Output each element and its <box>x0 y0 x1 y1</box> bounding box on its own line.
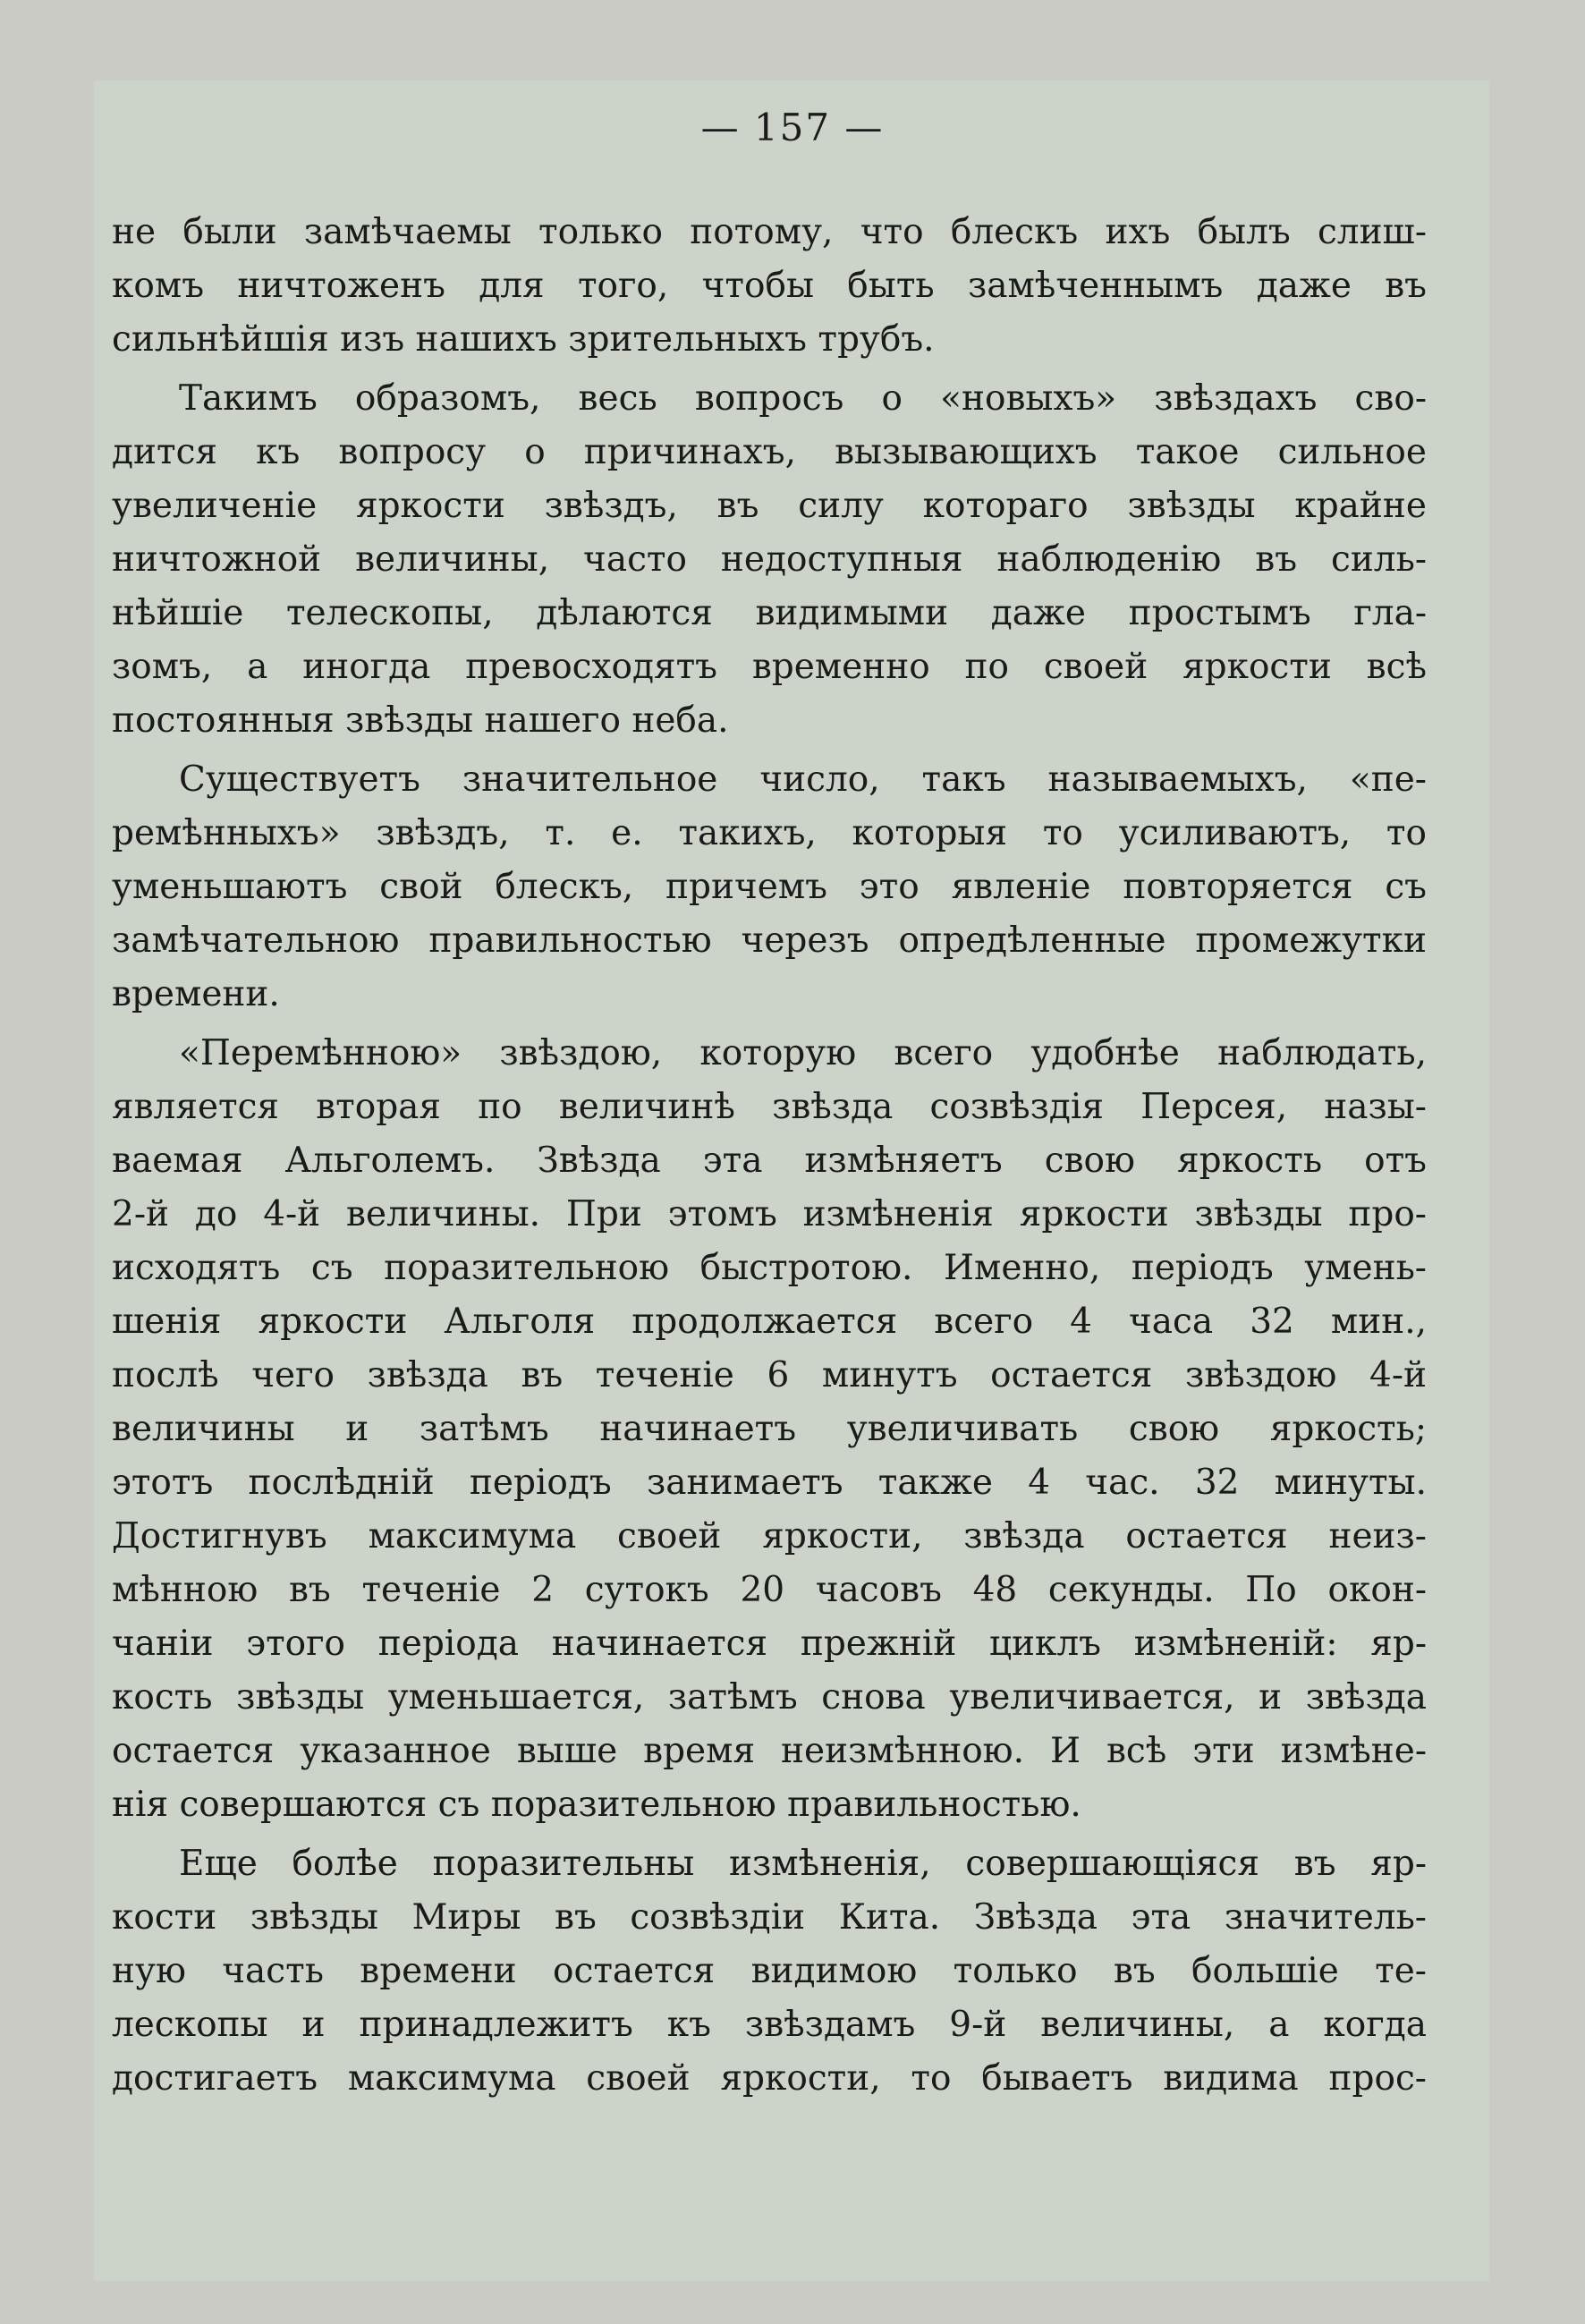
text-line: 2-й до 4-й величины. При этомъ измѣненiя яркости звѣзды про- <box>112 1194 1427 1234</box>
paragraph <box>112 753 1427 1022</box>
text-line: послѣ чего звѣзда въ теченiе 6 минутъ остается звѣздою 4-й <box>112 1355 1427 1395</box>
text-line: зомъ, а иногда превосходятъ временно по своей яркости всѣ <box>112 647 1427 687</box>
page-number: — 157 — <box>700 106 885 149</box>
paragraph <box>112 372 1427 748</box>
text-line: Существуетъ значительное число, такъ называемыхъ, «пе- <box>179 759 1427 800</box>
text-line: исходятъ съ поразительною быстротою. Именно, перiодъ умень- <box>112 1248 1427 1288</box>
text-line: ничтожной величины, часто недоступныя наблюденiю въ силь- <box>112 539 1427 580</box>
text-line: Такимъ образомъ, весь вопросъ о «новыхъ» звѣздахъ сво- <box>179 378 1427 419</box>
text-line: увеличенiе яркости звѣздъ, въ силу котораго звѣзды крайне <box>112 486 1427 526</box>
text-line: постоянныя звѣзды нашего неба. <box>112 700 729 741</box>
text-line: дится къ вопросу о причинахъ, вызывающихъ такое сильное <box>112 432 1427 472</box>
text-line: комъ ничтоженъ для того, чтобы быть замѣченнымъ даже въ <box>112 266 1427 306</box>
text-line: сильнѣйшiя изъ нашихъ зрительныхъ трубъ. <box>112 319 935 360</box>
text-line: мѣнною въ теченiе 2 сутокъ 20 часовъ 48 секунды. По окон- <box>112 1570 1427 1610</box>
text-line: времени. <box>112 974 280 1014</box>
text-line: остается указанное выше время неизмѣнною. И всѣ эти измѣне- <box>112 1731 1427 1771</box>
text-line: нѣйшiе телескопы, дѣлаются видимыми даже простымъ гла- <box>112 593 1427 633</box>
paragraph <box>112 1837 1427 2106</box>
text-line: «Перемѣнною» звѣздою, которую всего удобнѣе наблюдать, <box>179 1033 1427 1073</box>
text-line: ную часть времени остается видимою только въ большiе те- <box>112 1951 1427 1991</box>
text-line: этотъ послѣднiй перiодъ занимаетъ также 4 час. 32 минуты. <box>112 1463 1427 1503</box>
text-line: является вторая по величинѣ звѣзда созвѣздiя Персея, назы- <box>112 1087 1427 1127</box>
text-line: ремѣнныхъ» звѣздъ, т. е. такихъ, которыя то усиливаютъ, то <box>112 813 1427 853</box>
text-line: не были замѣчаемы только потому, что блескъ ихъ былъ слиш- <box>112 212 1427 252</box>
text-line: ваемая Альголемъ. Звѣзда эта измѣняетъ свою яркость отъ <box>112 1141 1427 1181</box>
text-line: кости звѣзды Миры въ созвѣздiи Кита. Звѣзда эта значитель- <box>112 1897 1427 1938</box>
text-line: нiя совершаются съ поразительною правильностью. <box>112 1785 1081 1825</box>
text-line: шенiя яркости Альголя продолжается всего 4 часа 32 мин., <box>112 1302 1427 1342</box>
text-line: уменьшаютъ свой блескъ, причемъ это явленiе повторяется съ <box>112 867 1427 907</box>
text-line: замѣчательною правильностью черезъ опредѣленные промежутки <box>112 920 1427 961</box>
text-line: чанiи этого перiода начинается прежнiй циклъ измѣненiй: яр- <box>112 1624 1427 1664</box>
paragraph <box>112 1027 1427 1832</box>
body-text <box>112 206 1427 2106</box>
text-line: кость звѣзды уменьшается, затѣмъ снова увеличивается, и звѣзда <box>112 1677 1427 1718</box>
text-line: Достигнувъ максимума своей яркости, звѣзда остается неиз- <box>112 1516 1427 1556</box>
text-line: величины и затѣмъ начинаетъ увеличивать свою яркость; <box>112 1409 1427 1449</box>
text-line: Еще болѣе поразительны измѣненiя, совершающiяся въ яр- <box>179 1844 1427 1884</box>
text-line: лескопы и принадлежитъ къ звѣздамъ 9-й величины, а когда <box>112 2005 1427 2045</box>
paragraph <box>112 206 1427 367</box>
text-line: достигаетъ максимума своей яркости, то бываетъ видима прос- <box>112 2058 1427 2099</box>
